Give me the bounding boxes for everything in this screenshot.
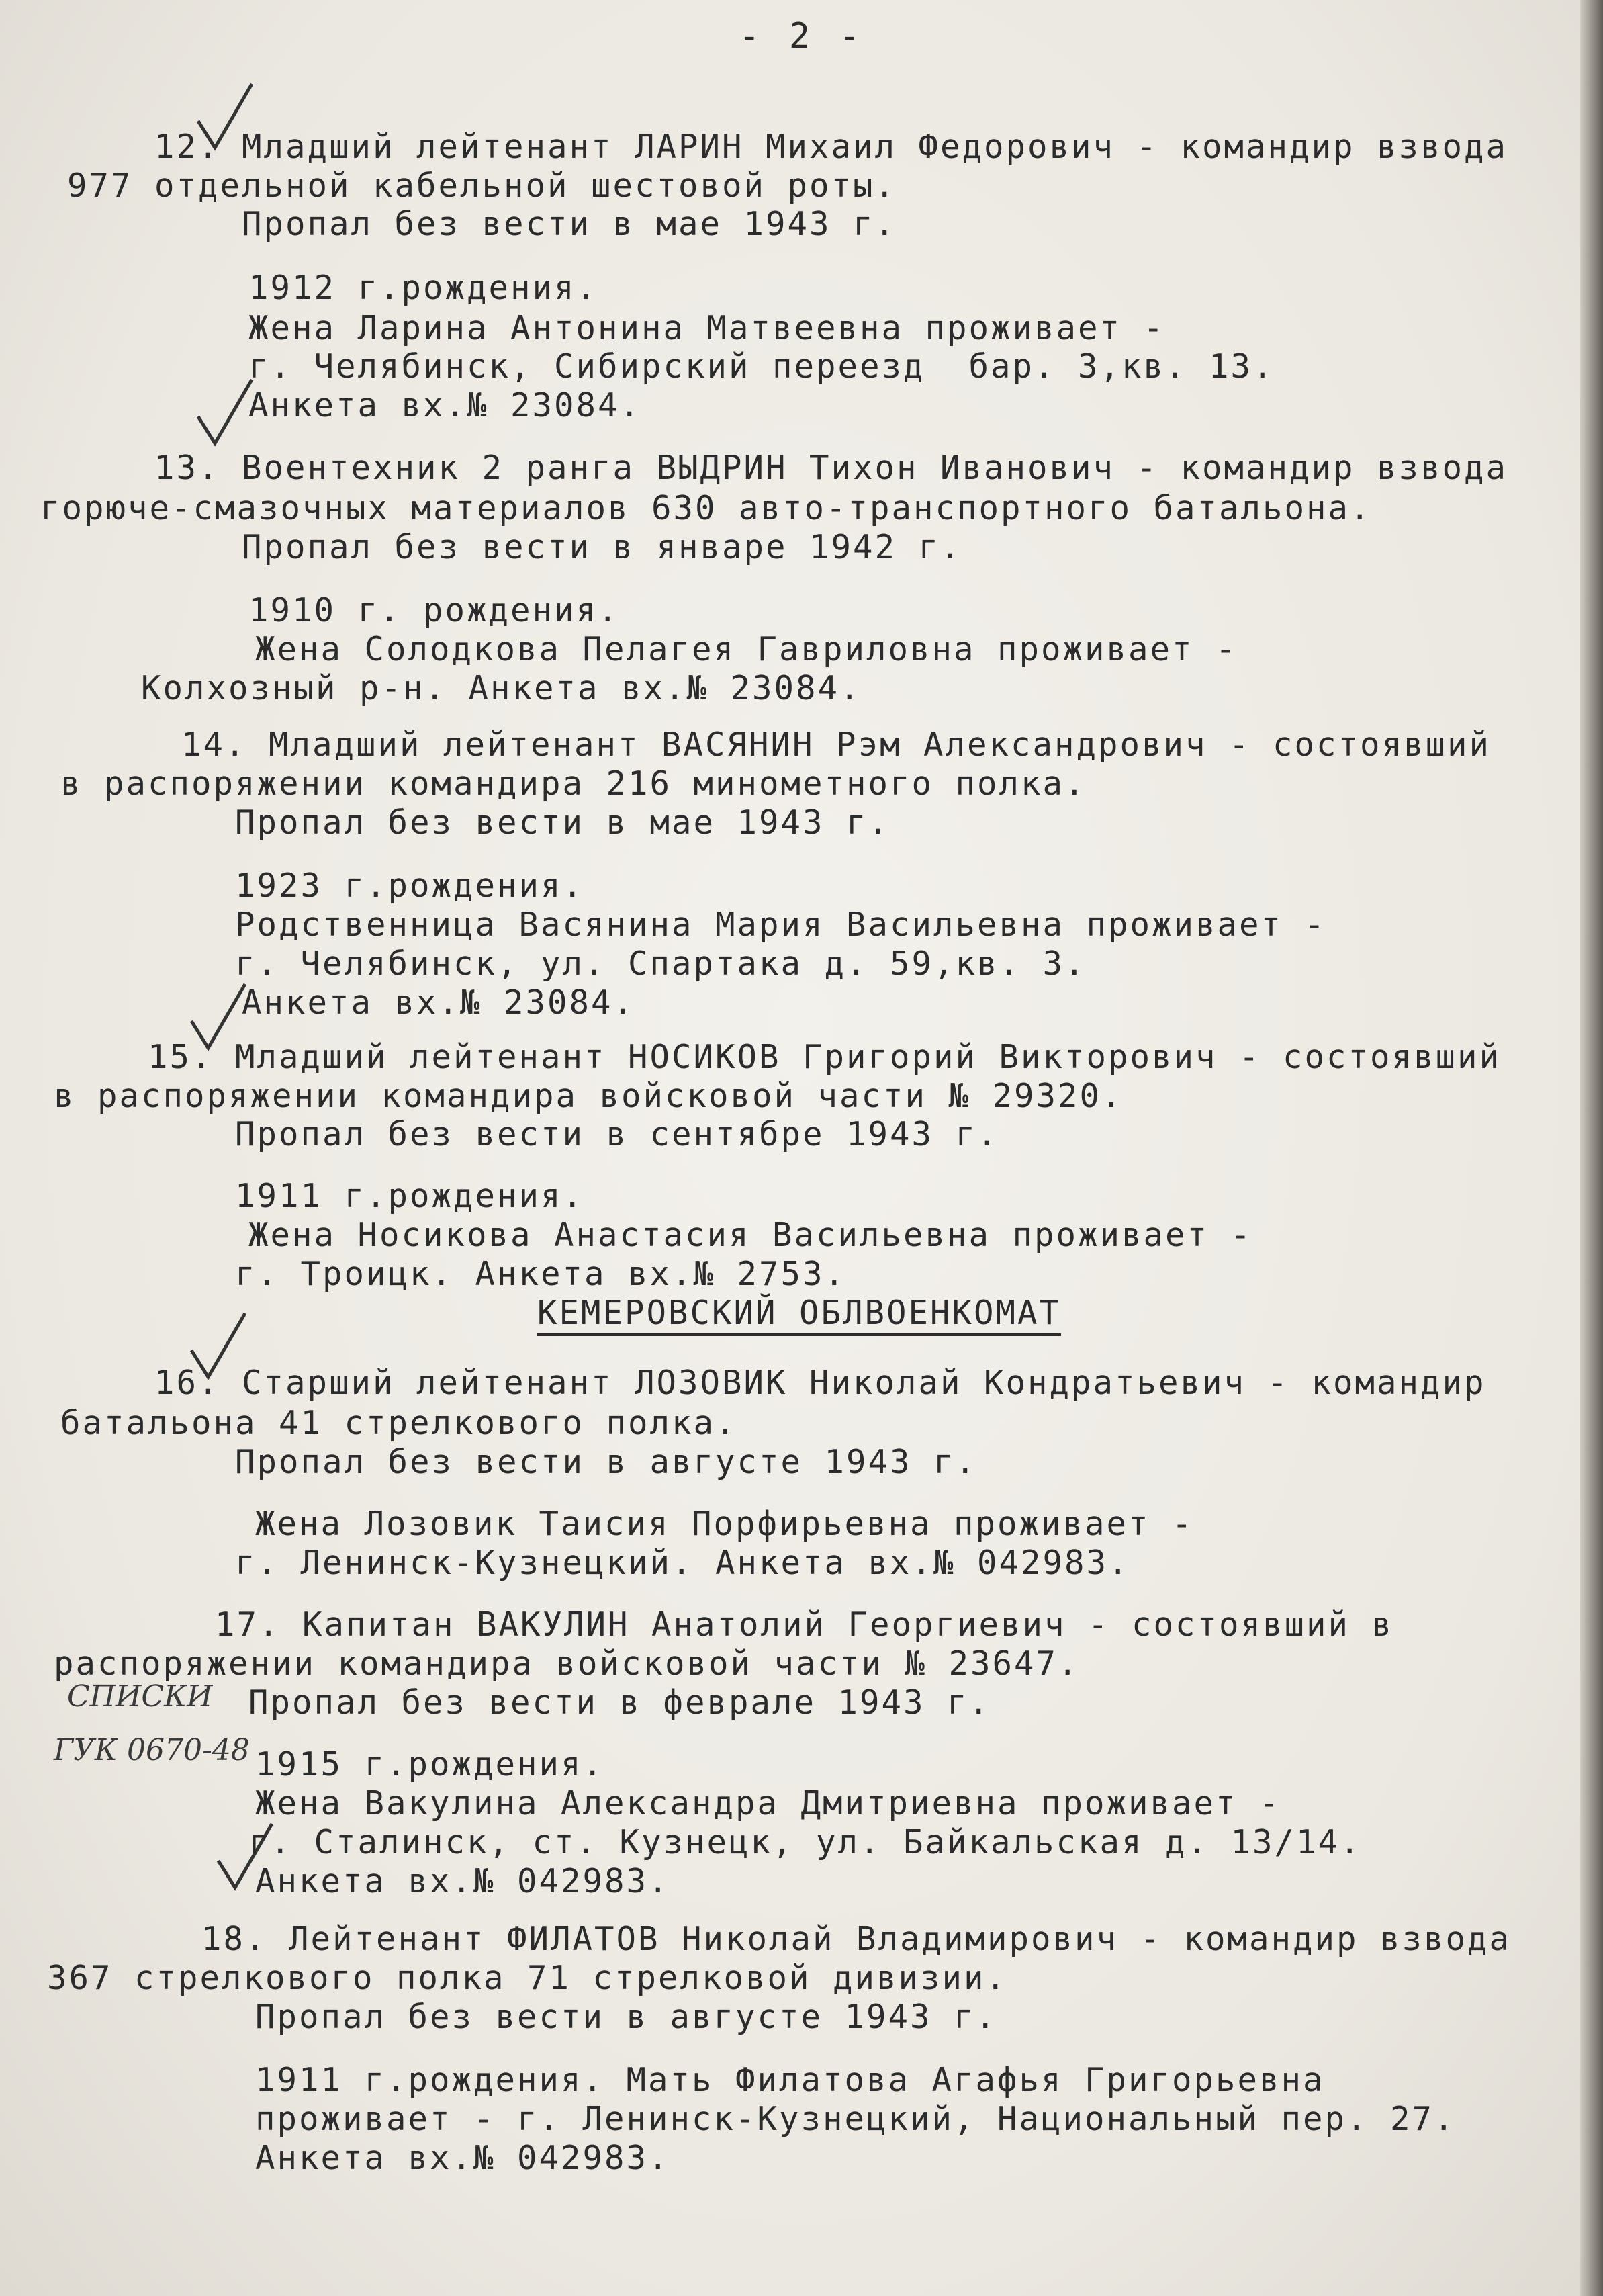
entry-relative1: Жена Вакулина Александра Дмитриевна проживает - [255,1784,1281,1822]
margin-note-spiski: СПИСКИ [67,1679,213,1714]
entry-relative1: Жена Ларина Антонина Матвеевна проживает - [248,309,1166,347]
entry-relative2: г. Ленинск-Кузнецкий. Анкета вх.№ 042983. [235,1544,1130,1582]
margin-note-archive-ref: ГУК 0670-48 [54,1733,250,1767]
entry-relative2: г. Троицк. Анкета вх.№ 2753. [235,1255,847,1293]
entry-born: 1923 г.рождения. [235,867,585,905]
entry-line2: в распоряжении командира 216 минометного полка. [60,764,1087,803]
entry-number: 16. [154,1364,220,1402]
entry-line2: горюче-смазочных материалов 630 авто-транспортного батальона. [40,489,1372,527]
entry-relative1: Жена Лозовик Таисия Порфирьевна проживает - [255,1505,1194,1543]
entry-anketa: Анкета вх.№ 23084. [248,386,642,425]
entry-born: 1912 г.рождения. [248,269,598,307]
entry-number: 18. [201,1920,267,1958]
entry-relative1: проживает - г. Ленинск-Кузнецкий, Национальный пер. 27. [255,2100,1456,2138]
section-heading: КЕМЕРОВСКИЙ ОБЛВОЕНКОМАТ [537,1294,1061,1336]
entry-missing: Пропал без вести в январе 1942 г. [242,528,962,566]
entry-missing: Пропал без вести в мае 1943 г. [235,803,890,842]
entry-relative1: Жена Носикова Анастасия Васильевна проживает - [248,1216,1253,1254]
entry-born: 1910 г. рождения. [248,591,620,629]
entry-line2: батальона 41 стрелкового полка. [60,1404,737,1442]
entry-line1: Младший лейтенант НОСИКОВ Григорий Викторович - состоявший [235,1038,1502,1076]
entry-line1: Младший лейтенант ВАСЯНИН Рэм Александрович - состоявший [269,725,1492,764]
entry-line2: распоряжении командира войсковой части № 23647. [54,1644,1080,1683]
entry-number: 13. [154,449,220,487]
entry-missing: Пропал без вести в сентябре 1943 г. [235,1115,999,1153]
entry-born: 1915 г.рождения. [255,1745,605,1783]
entry-number: 17. [215,1605,281,1644]
entry-missing: Пропал без вести в августе 1943 г. [255,1998,998,2036]
entry-relative2: г. Челябинск, Сибирский переезд бар. 3,кв. 13. [248,347,1275,386]
entry-line1: Младший лейтенант ЛАРИН Михаил Федорович - командир взвода [242,128,1508,166]
entry-born: 1911 г.рождения. [235,1177,585,1215]
entry-line1: Капитан ВАКУЛИН Анатолий Георгиевич - состоявший в [302,1605,1394,1644]
entry-line1: Старший лейтенант ЛОЗОВИК Николай Кондратьевич - командир [242,1364,1486,1402]
entry-line1: Воентехник 2 ранга ВЫДРИН Тихон Иванович - командир взвода [242,449,1508,487]
entry-line2: в распоряжении командира войсковой части № 29320. [54,1077,1124,1115]
entry-line2: 367 стрелкового полка 71 стрелковой дивизии. [47,1959,1008,1997]
entry-anketa: Анкета вх.№ 042983. [255,2139,670,2177]
entry-line1: Лейтенант ФИЛАТОВ Николай Владимирович - командир взвода [289,1920,1512,1958]
entry-missing: Пропал без вести в феврале 1943 г. [248,1683,991,1722]
entry-anketa: Анкета вх.№ 23084. [242,983,635,1022]
entry-relative2: г. Челябинск, ул. Спартака д. 59,кв. 3. [235,944,1087,983]
entry-number: 15. [148,1038,214,1076]
entry-relative2: г. Сталинск, ст. Кузнецк, ул. Байкальская д. 13/14. [248,1823,1362,1861]
page-number: - 2 - [739,16,864,56]
page-edge-shadow [1580,0,1603,2296]
checkmark-icon [195,376,255,450]
entry-anketa: Анкета вх.№ 042983. [255,1862,670,1900]
entry-missing: Пропал без вести в мае 1943 г. [242,205,897,243]
entry-relative2: Колхозный р-н. Анкета вх.№ 23084. [141,669,862,707]
entry-number: 12. [154,128,220,166]
entry-line2: 977 отдельной кабельной шестовой роты. [67,167,897,205]
entry-relative1: Родственница Васянина Мария Васильевна проживает - [235,906,1327,944]
entry-number: 14. [181,725,247,764]
entry-missing: Пропал без вести в августе 1943 г. [235,1443,978,1481]
entry-relative1: Жена Солодкова Пелагея Гавриловна проживает - [255,630,1238,668]
entry-born: 1911 г.рождения. Мать Филатова Агафья Григорьевна [255,2061,1325,2099]
